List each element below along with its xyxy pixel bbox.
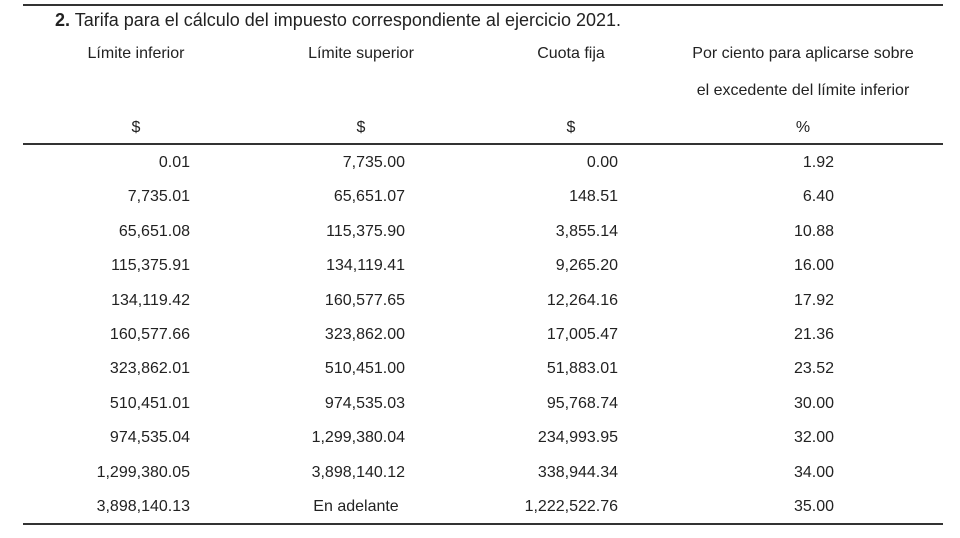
cell-cuota-fija: 9,265.20: [555, 257, 618, 274]
table-row: [23, 215, 943, 249]
table-row: [23, 387, 943, 421]
cell-cuota-fija: 17,005.47: [546, 326, 618, 343]
cell-por-ciento: 10.88: [793, 223, 834, 240]
cell-limite-superior: 134,119.41: [326, 257, 405, 274]
section-title-text: Tarifa para el cálculo del impuesto correspondiente al ejercicio 2021.: [74, 10, 622, 30]
cell-cuota-fija: 0.00: [586, 154, 618, 171]
cell-limite-superior: 7,735.00: [342, 154, 405, 171]
table-row: [23, 249, 943, 283]
cell-limite-inferior: 115,375.91: [111, 257, 190, 274]
cell-por-ciento: 32.00: [793, 429, 834, 446]
cell-por-ciento: 30.00: [793, 395, 834, 412]
cell-limite-superior: 510,451.00: [324, 360, 405, 377]
cell-limite-inferior: 1,299,380.05: [96, 464, 190, 481]
cell-limite-inferior: 510,451.01: [109, 395, 190, 412]
tax-rate-document: [23, 0, 943, 538]
cell-por-ciento: 6.40: [802, 188, 834, 205]
unit-por-ciento: %: [795, 119, 811, 136]
cell-por-ciento: 34.00: [793, 464, 834, 481]
cell-limite-inferior: 974,535.04: [109, 429, 190, 446]
cell-por-ciento: 21.36: [793, 326, 834, 343]
cell-limite-superior: 323,862.00: [324, 326, 405, 343]
header-limite-superior: Límite superior: [308, 45, 414, 62]
header-cuota-fija: Cuota fija: [537, 45, 605, 62]
cell-cuota-fija: 51,883.01: [546, 360, 618, 377]
header-rule: [23, 143, 943, 145]
cell-cuota-fija: 338,944.34: [537, 464, 618, 481]
cell-por-ciento: 17.92: [793, 292, 834, 309]
header-por-ciento-line1: Por ciento para aplicarse sobre: [692, 45, 914, 62]
cell-por-ciento: 35.00: [793, 498, 834, 515]
cell-limite-inferior: 65,651.08: [118, 223, 190, 240]
cell-cuota-fija: 234,993.95: [537, 429, 618, 446]
bottom-rule: [23, 523, 943, 525]
table-row: [23, 318, 943, 352]
cell-por-ciento: 16.00: [793, 257, 834, 274]
cell-limite-superior: 1,299,380.04: [311, 429, 405, 446]
cell-limite-inferior: 323,862.01: [109, 360, 190, 377]
cell-limite-inferior: 134,119.42: [111, 292, 190, 309]
cell-por-ciento: 23.52: [793, 360, 834, 377]
cell-limite-superior: 115,375.90: [326, 223, 405, 240]
cell-cuota-fija: 95,768.74: [546, 395, 618, 412]
table-row: [23, 352, 943, 386]
table-row: [23, 421, 943, 455]
table-row: [23, 490, 943, 524]
cell-cuota-fija: 12,264.16: [546, 292, 618, 309]
table-row: [23, 180, 943, 214]
cell-limite-inferior: 3,898,140.13: [96, 498, 190, 515]
section-number: 2.: [55, 10, 71, 30]
cell-limite-superior: 160,577.65: [324, 292, 405, 309]
section-title: [55, 8, 621, 32]
cell-limite-inferior: 0.01: [158, 154, 190, 171]
unit-limite-superior: $: [356, 119, 366, 136]
table-row: [23, 284, 943, 318]
cell-cuota-fija: 3,855.14: [555, 223, 618, 240]
cell-limite-superior: 974,535.03: [324, 395, 405, 412]
table-row: [23, 456, 943, 490]
cell-limite-superior: En adelante: [313, 498, 399, 515]
table-row: [23, 146, 943, 180]
cell-cuota-fija: 1,222,522.76: [524, 498, 618, 515]
unit-cuota-fija: $: [566, 119, 576, 136]
unit-limite-inferior: $: [131, 119, 141, 136]
top-rule: [23, 4, 943, 6]
cell-limite-superior: 3,898,140.12: [311, 464, 405, 481]
cell-limite-superior: 65,651.07: [333, 188, 405, 205]
cell-cuota-fija: 148.51: [569, 188, 618, 205]
header-por-ciento-line2: el excedente del límite inferior: [696, 82, 910, 99]
cell-limite-inferior: 7,735.01: [127, 188, 190, 205]
cell-por-ciento: 1.92: [802, 154, 834, 171]
header-limite-inferior: Límite inferior: [87, 45, 185, 62]
cell-limite-inferior: 160,577.66: [109, 326, 190, 343]
